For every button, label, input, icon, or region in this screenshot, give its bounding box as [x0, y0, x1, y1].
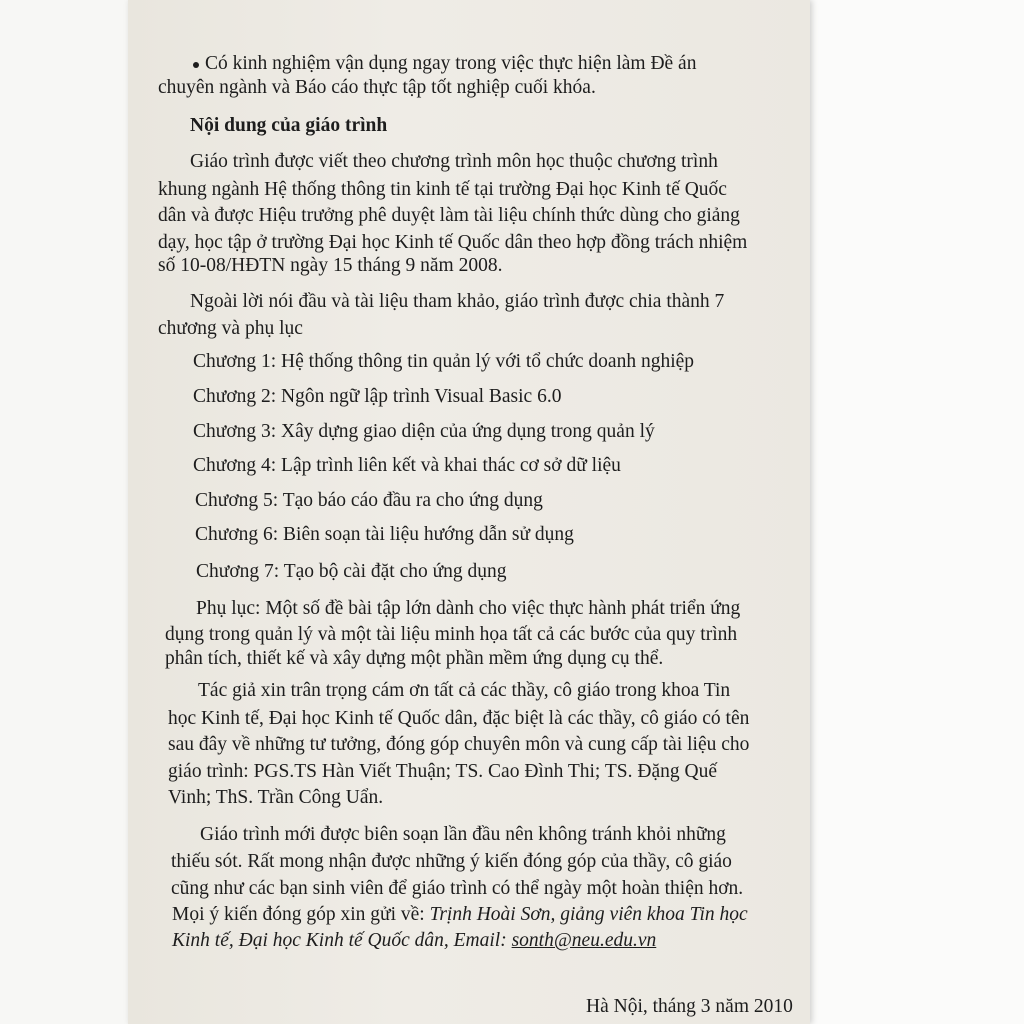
contact-name: Trịnh Hoài Sơn, giảng viên khoa Tin học: [429, 904, 748, 925]
appendix-line: dụng trong quản lý và một tài liệu minh họa tất cả các bước của quy trình: [165, 624, 738, 645]
thanks-line: Tác giả xin trân trọng cám ơn tất cả các thầy, cô giáo trong khoa Tin: [198, 680, 731, 701]
bullet-icon: [193, 62, 199, 68]
chapter-item: Chương 7: Tạo bộ cài đặt cho ứng dụng: [196, 561, 507, 582]
para1-line: số 10-08/HĐTN ngày 15 tháng 9 năm 2008.: [158, 255, 503, 276]
section-heading: Nội dung của giáo trình: [190, 115, 388, 136]
chapter-item: Chương 2: Ngôn ngữ lập trình Visual Basic 6.0: [193, 386, 562, 407]
appendix-line: phân tích, thiết kế và xây dựng một phần mềm ứng dụng cụ thể.: [165, 648, 664, 669]
bullet-continuation: chuyên ngành và Báo cáo thực tập tốt nghiệp cuối khóa.: [158, 77, 596, 98]
thanks-line: giáo trình: PGS.TS Hàn Viết Thuận; TS. Cao Đình Thi; TS. Đặng Quế: [168, 761, 717, 782]
chapter-item: Chương 4: Lập trình liên kết và khai thác cơ sở dữ liệu: [193, 455, 621, 476]
para1-line: Giáo trình được viết theo chương trình môn học thuộc chương trình: [190, 151, 718, 172]
para1-line: khung ngành Hệ thống thông tin kinh tế tại trường Đại học Kinh tế Quốc: [158, 179, 727, 200]
bullet-line: Có kinh nghiệm vận dụng ngay trong việc thực hiện làm Đề án: [193, 52, 696, 76]
thanks-line: sau đây về những tư tưởng, đóng góp chuyên môn và cung cấp tài liệu cho: [168, 734, 750, 755]
contact-prefix: Mọi ý kiến đóng góp xin gửi về:: [172, 904, 430, 925]
chapter-item: Chương 6: Biên soạn tài liệu hướng dẫn sử dụng: [195, 524, 574, 545]
para2-line: chương và phụ lục: [158, 318, 303, 339]
chapter-item: Chương 5: Tạo báo cáo đầu ra cho ứng dụng: [195, 490, 543, 511]
contact-line2: [172, 929, 656, 953]
closing-line: Giáo trình mới được biên soạn lần đầu nên không tránh khỏi những: [200, 824, 726, 845]
appendix-line: Phụ lục: Một số đề bài tập lớn dành cho việc thực hành phát triển ứng: [196, 598, 741, 619]
para1-line: dân và được Hiệu trưởng phê duyệt làm tài liệu chính thức dùng cho giảng: [158, 205, 740, 226]
closing-line: thiếu sót. Rất mong nhận được những ý kiến đóng góp của thầy, cô giáo: [171, 851, 732, 872]
chapter-item: Chương 1: Hệ thống thông tin quản lý với tổ chức doanh nghiệp: [193, 351, 695, 372]
para1-line: dạy, học tập ở trường Đại học Kinh tế Quốc dân theo hợp đồng trách nhiệm: [158, 232, 748, 253]
para2-line: Ngoài lời nói đầu và tài liệu tham khảo, giáo trình được chia thành 7: [190, 291, 725, 312]
background-right: [810, 0, 1024, 1024]
contact-affiliation: Kinh tế, Đại học Kinh tế Quốc dân, Email:: [172, 930, 512, 951]
email-link[interactable]: sonth@neu.edu.vn: [511, 930, 657, 951]
chapter-item: Chương 3: Xây dựng giao diện của ứng dụng trong quản lý: [193, 421, 655, 442]
thanks-line: học Kinh tế, Đại học Kinh tế Quốc dân, đặc biệt là các thầy, cô giáo có tên: [168, 708, 750, 729]
thanks-line: Vinh; ThS. Trần Công Uẩn.: [168, 787, 384, 808]
signature-date: Hà Nội, tháng 3 năm 2010: [586, 996, 793, 1017]
contact-line: [172, 903, 748, 927]
closing-line: cũng như các bạn sinh viên để giáo trình có thể ngày một hoàn thiện hơn.: [171, 878, 744, 899]
